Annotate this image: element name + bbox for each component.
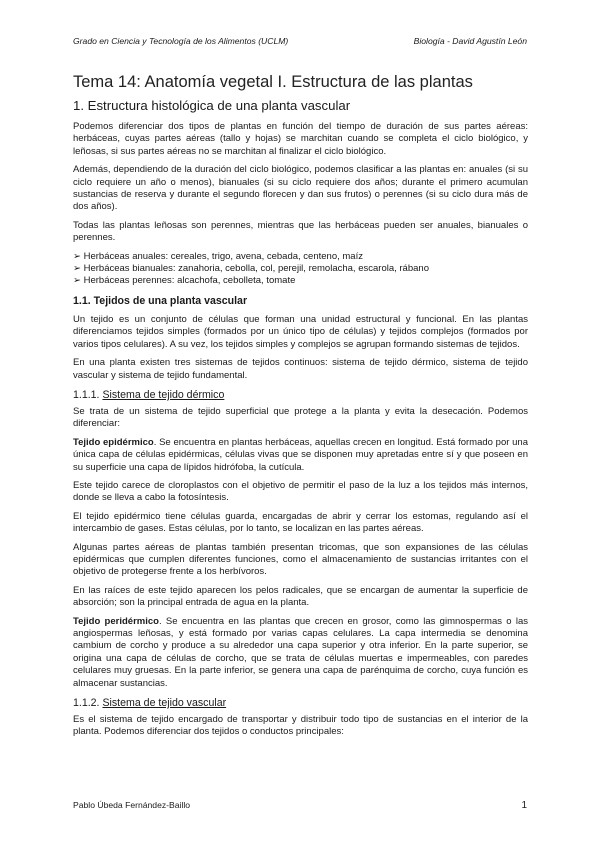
- section-number: 1.1.2.: [73, 697, 100, 710]
- plant-type-list: [73, 251, 528, 288]
- page-footer: [73, 800, 527, 814]
- page-number: 1: [521, 800, 527, 811]
- term-label: Tejido peridérmico: [73, 615, 159, 627]
- term-description: . Se encuentra en las plantas que crecen en grosor, como las gimnospermas o las angiospermas leñosas, y está formado por varias capas celulares. La capa intermedia se denomina cambium de corcho y produce a su alrededor una capa superior y otra inferior. En la parte superior, se origina una capa de células de corcho, que se trata de células muertas e impermeables, con paredes celulares muy gruesas. En la parte inferior, se genera una capa de parénquima de corcho, cuya función es almacenar sustancias.: [73, 615, 528, 689]
- list-item: ➢ Herbáceas perennes: alcachofa, cebolleta, tomate: [73, 275, 528, 287]
- paragraph: Se trata de un sistema de tejido superficial que protege a la planta y evita la desecación. Podemos diferenciar:: [73, 405, 528, 430]
- paragraph: Este tejido carece de cloroplastos con el objetivo de permitir el paso de la luz a los tejidos más internos, donde se lleva a cabo la fotosíntesis.: [73, 479, 528, 504]
- subject-author: Biología - David Agustín León: [413, 36, 527, 46]
- paragraph: En las raíces de este tejido aparecen los pelos radicales, que se encargan de aumentar la superficie de absorción; son la principal entrada de agua en la planta.: [73, 584, 528, 609]
- page-header: [73, 36, 527, 50]
- paragraph: [73, 437, 528, 474]
- list-item: ➢ Herbáceas bianuales: zanahoria, cebolla, col, perejil, remolacha, escarola, rábano: [73, 263, 528, 275]
- term-label: Tejido epidérmico: [73, 436, 154, 448]
- paragraph: En una planta existen tres sistemas de tejidos continuos: sistema de tejido dérmico, sistema de tejido vascular y sistema de tejido fundamental.: [73, 357, 528, 381]
- paragraph: Un tejido es un conjunto de células que forman una unidad estructural y funcional. En las plantas diferenciamos tejidos simples (formados por un único tipo de células) y tejidos complejos (formados por varios tipos celulares). A su vez, los tejidos simples y complejos se agrupan formando sistemas de tejidos.: [73, 313, 528, 350]
- section-title: Sistema de tejido vascular: [102, 697, 227, 710]
- section-1-1-2-heading: [73, 696, 528, 710]
- paragraph: Es el sistema de tejido encargado de transportar y distribuir todo tipo de sustancias en el interior de la planta. Podemos diferenciar dos tejidos o conductos principales:: [73, 714, 528, 738]
- section-1-1-1-heading: [73, 388, 528, 402]
- section-1-1-heading: 1.1. Tejidos de una planta vascular: [73, 294, 248, 307]
- paragraph: Todas las plantas leñosas son perennes, mientras que las herbáceas pueden ser anuales, bianuales o perennes.: [73, 219, 528, 244]
- author-name: Pablo Úbeda Fernández-Baillo: [73, 800, 191, 810]
- section-title: Sistema de tejido dérmico: [102, 388, 225, 401]
- course-name: Grado en Ciencia y Tecnología de los Alimentos (UCLM): [73, 36, 289, 46]
- paragraph: [73, 616, 528, 690]
- paragraph: Podemos diferenciar dos tipos de plantas en función del tiempo de duración de sus partes aéreas: herbáceas, cuyas partes aéreas (tallo y hojas) se marchitan cuando se completa el ciclo biológico, y leñosas, si sus partes aéreas no se marchitan al finalizar el ciclo biológico.: [73, 121, 528, 157]
- section-1-heading: 1. Estructura histológica de una planta vascular: [73, 98, 351, 113]
- section-number: 1.1.1.: [73, 388, 100, 401]
- list-item: ➢ Herbáceas anuales: cereales, trigo, avena, cebada, centeno, maíz: [73, 251, 528, 263]
- paragraph: El tejido epidérmico tiene células guarda, encargadas de abrir y cerrar los estomas, regulando así el intercambio de gases. Estas células, por lo tanto, se localizan en las partes aéreas.: [73, 510, 528, 535]
- paragraph: Algunas partes aéreas de plantas también presentan tricomas, que son expansiones de las células epidérmicas que cumplen diferentes funciones, como el almacenamiento de sustancias irritantes con el objetivo de protegerse frente a los herbívoros.: [73, 541, 528, 578]
- term-description: . Se encuentra en plantas herbáceas, aquellas crecen en longitud. Está formado por una única capa de células epidérmicas, células vivas que se disponen muy apretadas entre sí y que poseen en su superficie una capa de lípidos hidrófoba, la cutícula.: [73, 436, 528, 473]
- document-body: [73, 72, 528, 745]
- paragraph: Además, dependiendo de la duración del ciclo biológico, podemos clasificar a las plantas en: anuales (si su ciclo requiere un año o menos), bianuales (si su ciclo requiere dos años; durante el primero acumulan sustancias de reserva y durante el segundo florecen y dan sus frutos) o perennes (si su ciclo dura más de dos años).: [73, 164, 528, 213]
- page-title: Tema 14: Anatomía vegetal I. Estructura de las plantas: [73, 73, 473, 91]
